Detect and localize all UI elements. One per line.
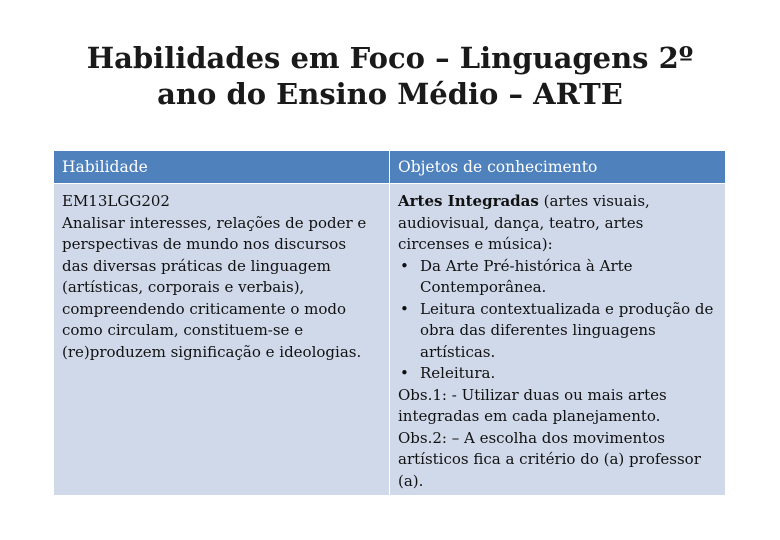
list-item-text: Releitura. [420,364,496,382]
list-item [398,256,717,299]
objects-heading [398,191,717,256]
table-header-row [54,151,726,184]
list-item-text: Da Arte Pré-histórica à Arte Contemporânea. [420,256,633,296]
list-item-text: Leitura contextualizada e produção de obra das diferentes linguagens artísticas. [420,299,714,361]
list-item [398,363,717,385]
objects-cell [390,184,726,496]
skill-description: Analisar interesses, relações de poder e perspectivas de mundo nos discursos das diversas práticas de linguagem (artísticas, corporais e verbais), compreendendo criticamente o modo como circulam, constituem-se e (re)produzem significação e ideologias. [62,213,367,361]
objects-heading-rest: (artes visuais, audiovisual, dança, teatro, artes circenses e música): [398,192,650,253]
objects-list [398,256,717,385]
header-habilidade: Habilidade [54,151,390,184]
skill-cell [54,184,390,496]
header-objetos: Objetos de conhecimento [390,151,726,184]
title-line-1: Habilidades em Foco – Linguagens 2º [86,41,694,75]
table-row [54,184,726,496]
page-title [40,40,740,112]
skills-table [53,150,726,496]
bullet-icon: • [400,364,409,382]
bullet-icon: • [400,299,409,318]
bullet-icon: • [400,256,409,275]
obs-1: Obs.1: - Utilizar duas ou mais artes integradas em cada planejamento. [398,385,667,425]
objects-heading-bold: Artes Integradas [398,192,539,210]
list-item [398,299,717,364]
title-line-2: ano do Ensino Médio – ARTE [157,77,623,111]
obs-2: Obs.2: – A escolha dos movimentos artísticos fica a critério do (a) professor (a). [398,428,701,490]
skill-code: EM13LGG202 [62,192,170,210]
